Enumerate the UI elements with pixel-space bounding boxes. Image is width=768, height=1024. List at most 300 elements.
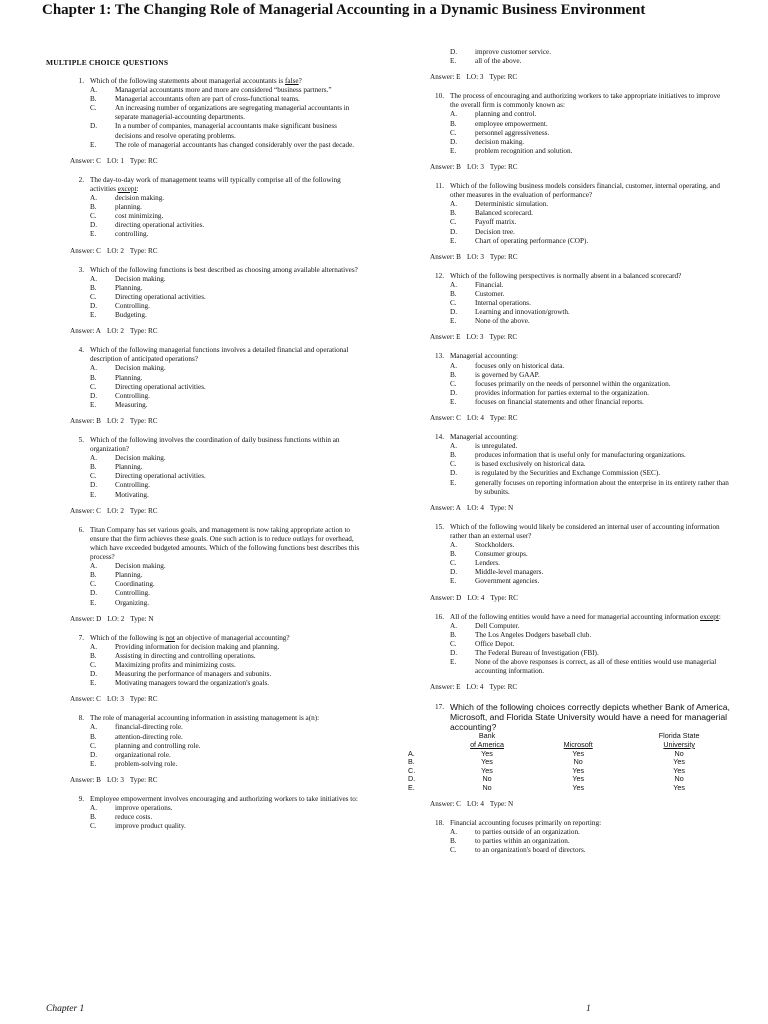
lo-label: LO: xyxy=(106,416,121,425)
option-list xyxy=(90,364,360,409)
option-item xyxy=(90,481,360,490)
option-item xyxy=(90,275,360,284)
option-letter: B. xyxy=(450,209,457,218)
option-item xyxy=(450,228,730,237)
option-list xyxy=(90,275,360,320)
answer-label: Answer: xyxy=(430,593,457,602)
option-letter: A. xyxy=(450,621,457,630)
option-letter: B. xyxy=(450,119,457,128)
answer-label: Answer: xyxy=(70,614,97,623)
question-number: 16. xyxy=(435,612,444,621)
type-label: Type: xyxy=(129,695,148,704)
type-value: RC xyxy=(147,506,158,515)
option-letter: B. xyxy=(90,373,97,382)
table-row xyxy=(408,750,738,759)
option-letter: A. xyxy=(90,804,97,813)
option-list xyxy=(90,723,360,768)
option-text: organizational role. xyxy=(115,750,171,759)
option-text: Measuring the performance of managers and subunits. xyxy=(115,670,272,679)
answer-label: Answer: xyxy=(70,775,97,784)
option-letter: A. xyxy=(90,86,97,95)
question-5 xyxy=(70,436,360,500)
answer-line xyxy=(430,800,730,809)
option-list xyxy=(450,281,730,326)
question-number: 18. xyxy=(435,818,444,827)
option-list xyxy=(450,622,730,677)
option-item xyxy=(90,95,360,104)
lo-value: 4 xyxy=(480,414,484,422)
question-number: 7. xyxy=(78,633,84,642)
option-list xyxy=(450,200,730,245)
option-text: planning. xyxy=(115,203,142,212)
answer-line xyxy=(430,73,730,82)
option-text: Maximizing profits and minimizing costs. xyxy=(115,660,236,669)
option-text: Motivating. xyxy=(115,490,149,499)
option-item xyxy=(450,380,730,389)
table-cell: No xyxy=(482,774,492,784)
option-item xyxy=(90,742,360,751)
option-text: Controlling. xyxy=(115,481,150,490)
answer-value: D xyxy=(456,593,462,602)
option-letter: E. xyxy=(90,490,97,499)
option-text: to parties within an organization. xyxy=(475,836,570,845)
option-item xyxy=(450,110,730,119)
option-letter: D. xyxy=(450,137,457,146)
question-1 xyxy=(70,77,360,150)
option-letter: A. xyxy=(450,280,457,289)
answer-label: Answer: xyxy=(70,327,96,336)
question-13 xyxy=(430,352,730,407)
question-7 xyxy=(70,634,360,689)
option-text: Providing information for decision making and planning. xyxy=(115,642,280,651)
option-text: is unregulated. xyxy=(475,442,518,451)
option-text: The Los Angeles Dodgers baseball club. xyxy=(475,630,592,639)
option-item xyxy=(90,122,360,140)
option-text: Directing operational activities. xyxy=(115,382,206,391)
option-item xyxy=(90,643,360,652)
option-letter: E. xyxy=(450,146,457,155)
option-letter: E. xyxy=(450,658,457,667)
question-number: 1. xyxy=(78,77,84,85)
table-cell: No xyxy=(674,748,684,758)
option-item xyxy=(90,392,360,401)
question-4 xyxy=(70,346,360,410)
type-value: RC xyxy=(147,775,158,784)
section-heading: MULTIPLE CHOICE QUESTIONS xyxy=(46,58,169,67)
lo-label: LO: xyxy=(106,246,121,255)
option-item xyxy=(90,723,360,732)
option-letter: B. xyxy=(90,463,97,472)
option-item xyxy=(90,813,360,822)
option-text: problem recognition and solution. xyxy=(475,146,573,155)
option-letter: C. xyxy=(450,639,457,648)
option-item xyxy=(450,828,730,837)
answer-label: Answer: xyxy=(430,333,457,342)
lo-value: 3 xyxy=(479,333,484,342)
question-3 xyxy=(70,266,360,321)
option-letter: D. xyxy=(450,48,457,56)
option-text: Consumer groups. xyxy=(475,550,528,559)
option-letter: B. xyxy=(450,630,457,639)
option-text: Planning. xyxy=(115,373,143,382)
option-item xyxy=(90,311,360,320)
option-letter: E. xyxy=(90,759,97,768)
option-letter: C. xyxy=(450,845,457,854)
question-text: Which of the following statements about managerial accountants is false? xyxy=(90,77,302,85)
option-letter: A. xyxy=(90,723,97,732)
option-item xyxy=(90,652,360,661)
table-row xyxy=(408,784,738,793)
option-text: provides information for parties external to the organization. xyxy=(475,388,649,397)
option-text: Balanced scorecard. xyxy=(475,209,533,218)
option-text: Office Depot. xyxy=(475,639,515,648)
option-text: Measuring. xyxy=(115,400,148,409)
option-text: Decision making. xyxy=(115,562,166,571)
table-header-underlined: Microsoft xyxy=(563,739,593,749)
question-text: The role of managerial accounting information in assisting management is a(n): xyxy=(90,714,320,723)
option-letter: D. xyxy=(90,301,97,310)
option-text: Planning. xyxy=(115,283,143,292)
table-cell: Yes xyxy=(572,774,585,784)
option-text: In a number of companies, managerial accountants make significant business decisions and resolve operating problems. xyxy=(115,122,337,140)
option-letter: C. xyxy=(450,218,457,227)
option-letter: A. xyxy=(450,200,457,209)
type-value: RC xyxy=(507,333,518,342)
option-letter: D. xyxy=(450,648,457,657)
option-letter: D. xyxy=(450,227,457,236)
option-item xyxy=(450,568,730,577)
option-item xyxy=(90,454,360,463)
option-letter: C. xyxy=(450,128,457,137)
option-item xyxy=(450,200,730,209)
option-item xyxy=(90,472,360,481)
option-item xyxy=(90,230,360,239)
option-item xyxy=(450,649,730,658)
answer-value: B xyxy=(456,162,461,171)
option-letter: B. xyxy=(450,289,457,298)
type-label: Type: xyxy=(130,614,149,623)
option-text: focuses on financial statements and other financial reports. xyxy=(475,397,644,406)
question-text: Employee empowerment involves encouraging and authorizing workers to take initiatives to: xyxy=(90,795,358,803)
lo-label: LO: xyxy=(107,614,121,623)
question-number: 9. xyxy=(78,795,84,803)
option-item xyxy=(450,138,730,147)
option-item xyxy=(450,281,730,290)
row-letter: A. xyxy=(408,748,415,758)
option-letter: D. xyxy=(90,391,97,400)
lo-value: 4 xyxy=(480,593,485,602)
question-text: All of the following entities would have a need for managerial accounting information except: xyxy=(450,612,721,621)
option-text: Lenders. xyxy=(475,559,500,568)
type-label: Type: xyxy=(489,683,508,692)
option-list xyxy=(450,48,730,66)
option-item xyxy=(90,670,360,679)
answer-line xyxy=(430,253,730,262)
option-text: cost minimizing. xyxy=(115,212,164,221)
option-letter: A. xyxy=(90,642,97,651)
option-letter: E. xyxy=(90,400,97,409)
option-item xyxy=(450,640,730,649)
option-letter: C. xyxy=(90,741,97,750)
option-letter: C. xyxy=(90,822,97,831)
answer-line xyxy=(70,247,360,256)
option-text: Financial. xyxy=(475,280,504,289)
option-letter: E. xyxy=(450,478,457,487)
answer-value: B xyxy=(96,416,101,425)
option-text: Dell Computer. xyxy=(475,621,520,630)
type-value: RC xyxy=(148,327,158,336)
option-item xyxy=(450,237,730,246)
answer-value: C xyxy=(96,246,101,255)
type-label: Type: xyxy=(489,252,508,261)
option-item xyxy=(90,661,360,670)
option-text: decision making. xyxy=(115,194,165,203)
option-text: Chart of operating performance (COP). xyxy=(475,236,589,245)
option-letter: E. xyxy=(450,317,457,326)
answer-label: Answer: xyxy=(70,246,97,255)
answer-value: C xyxy=(96,156,101,165)
lo-label: LO: xyxy=(466,414,481,422)
option-letter: B. xyxy=(450,550,457,559)
answer-label: Answer: xyxy=(70,416,97,425)
lo-label: LO: xyxy=(467,593,481,602)
question-text: Titan Company has set various goals, and management is now taking appropriate action to ensure that the firm achieves these goals. One such action is to reduce outlays for overhead, which have exceeded budgeted amounts. Which of the following functions best describes this process? xyxy=(90,525,360,562)
option-letter: C. xyxy=(90,472,97,481)
option-item xyxy=(450,469,730,478)
option-letter: D. xyxy=(90,481,97,490)
option-item xyxy=(450,57,730,66)
type-label: Type: xyxy=(129,775,148,784)
answer-label: Answer: xyxy=(430,503,456,512)
option-item xyxy=(90,562,360,571)
option-text: Budgeting. xyxy=(115,311,147,320)
question-9-continued xyxy=(430,48,730,66)
option-item xyxy=(450,389,730,398)
question-text: Which of the following would likely be considered an internal user of accounting information rather than an external user? xyxy=(450,522,720,540)
option-item xyxy=(90,760,360,769)
option-item xyxy=(90,104,360,122)
option-letter: E. xyxy=(450,577,457,586)
option-item xyxy=(450,299,730,308)
type-value: RC xyxy=(507,252,518,261)
option-letter: B. xyxy=(90,651,97,660)
question-18 xyxy=(430,819,730,855)
option-letter: B. xyxy=(90,203,97,212)
option-text: Assisting in directing and controlling operations. xyxy=(115,651,256,660)
emphasis-word: except xyxy=(700,612,719,621)
option-text: Controlling. xyxy=(115,391,150,400)
emphasis-word: except xyxy=(117,184,137,193)
type-value: N xyxy=(507,799,514,808)
option-text: Deterministic simulation. xyxy=(475,200,549,209)
lo-value: 3 xyxy=(120,695,124,704)
option-text: problem-solving role. xyxy=(115,759,178,768)
option-item xyxy=(90,733,360,742)
option-letter: B. xyxy=(90,732,97,741)
table-cell: Yes xyxy=(673,782,686,792)
option-item xyxy=(450,451,730,460)
option-list xyxy=(90,804,360,831)
answer-line xyxy=(70,615,360,624)
answer-line xyxy=(70,157,360,166)
type-value: RC xyxy=(147,416,158,425)
option-text: Controlling. xyxy=(115,301,150,310)
type-value: RC xyxy=(507,73,518,82)
option-text: Managerial accountants often are part of cross-functional teams. xyxy=(115,95,300,104)
option-item xyxy=(450,48,730,57)
type-label: Type: xyxy=(489,162,508,171)
question-8 xyxy=(70,714,360,769)
option-letter: E. xyxy=(90,311,97,320)
question-text: Managerial accounting: xyxy=(450,433,519,442)
type-label: Type: xyxy=(489,333,508,342)
option-text: Customer. xyxy=(475,289,505,298)
option-text: Controlling. xyxy=(115,589,150,598)
emphasis-word: false xyxy=(285,77,299,85)
option-letter: E. xyxy=(450,236,457,245)
answer-table xyxy=(408,732,738,792)
option-text: Learning and innovation/growth. xyxy=(475,308,570,317)
option-letter: C. xyxy=(450,299,457,308)
type-value: RC xyxy=(147,695,158,704)
option-letter: E. xyxy=(90,598,97,607)
option-text: decision making. xyxy=(475,137,525,146)
question-text: Which of the following choices correctly depicts whether Bank of America, Microsoft, and Florida State University would have a need for managerial accounting? xyxy=(450,702,730,733)
left-column xyxy=(70,77,360,831)
question-text: The process of encouraging and authorizing workers to take appropriate initiatives to improve the overall firm is commonly known as: xyxy=(450,92,721,110)
option-text: Motivating managers toward the organization's goals. xyxy=(115,679,270,688)
option-list xyxy=(90,86,360,150)
question-17 xyxy=(408,702,730,792)
option-list xyxy=(90,643,360,688)
type-label: Type: xyxy=(129,156,148,165)
answer-line xyxy=(430,594,730,603)
option-text: focuses primarily on the needs of personnel within the organization. xyxy=(475,379,671,388)
option-text: financial-directing role. xyxy=(115,723,183,732)
question-9 xyxy=(70,795,360,831)
option-item xyxy=(450,577,730,586)
type-label: Type: xyxy=(489,414,508,422)
question-text: Which of the following perspectives is normally absent in a balanced scorecard? xyxy=(450,271,682,280)
table-cell: No xyxy=(573,757,583,767)
option-item xyxy=(90,221,360,230)
option-letter: B. xyxy=(450,836,457,845)
option-text: Government agencies. xyxy=(475,577,540,586)
option-letter: A. xyxy=(450,361,457,370)
option-text: Decision tree. xyxy=(475,227,515,236)
option-item xyxy=(450,460,730,469)
type-label: Type: xyxy=(129,416,148,425)
option-letter: C. xyxy=(90,104,97,113)
question-text: Which of the following managerial functions involves a detailed financial and operational description of anticipated operations? xyxy=(90,346,349,364)
emphasis-word: not xyxy=(165,633,175,642)
table-cell: Yes xyxy=(673,765,686,775)
option-item xyxy=(450,317,730,326)
option-text: directing operational activities. xyxy=(115,221,205,230)
option-list xyxy=(450,110,730,155)
question-number: 10. xyxy=(435,92,444,101)
type-value: RC xyxy=(507,414,518,422)
lo-label: LO: xyxy=(466,333,480,342)
table-header xyxy=(536,732,620,749)
option-letter: C. xyxy=(90,212,97,221)
lo-label: LO: xyxy=(466,73,480,82)
option-item xyxy=(450,290,730,299)
answer-line xyxy=(70,695,360,704)
type-label: Type: xyxy=(129,506,148,515)
option-text: reduce costs. xyxy=(115,813,153,822)
lo-value: 4 xyxy=(479,683,484,692)
option-letter: D. xyxy=(90,750,97,759)
option-item xyxy=(90,580,360,589)
table-cell: Yes xyxy=(673,757,686,767)
question-number: 15. xyxy=(435,522,444,531)
option-item xyxy=(90,571,360,580)
table-cell: Yes xyxy=(572,765,585,775)
lo-label: LO: xyxy=(466,683,480,692)
option-item xyxy=(450,120,730,129)
option-item xyxy=(90,589,360,598)
option-letter: D. xyxy=(90,122,97,131)
option-text: is regulated by the Securities and Exchange Commission (SEC). xyxy=(475,469,661,478)
option-item xyxy=(90,679,360,688)
option-item xyxy=(450,559,730,568)
question-text: The day-to-day work of management teams will typically comprise all of the following activities except: xyxy=(90,175,341,193)
type-label: Type: xyxy=(489,503,508,512)
option-item xyxy=(450,362,730,371)
answer-line xyxy=(70,417,360,426)
option-letter: A. xyxy=(450,442,457,451)
option-letter: A. xyxy=(90,562,97,571)
option-text: Planning. xyxy=(115,463,143,472)
option-text: attention-directing role. xyxy=(115,732,183,741)
question-number: 2. xyxy=(78,175,84,184)
question-number: 6. xyxy=(78,525,84,534)
option-item xyxy=(450,398,730,407)
option-item xyxy=(90,374,360,383)
lo-value: 2 xyxy=(120,416,124,425)
option-letter: D. xyxy=(450,469,457,478)
option-text: is governed by GAAP. xyxy=(475,370,540,379)
table-header-underlined: University xyxy=(663,739,695,749)
table-cell: No xyxy=(482,782,492,792)
lo-label: LO: xyxy=(106,506,121,515)
answer-label: Answer: xyxy=(430,799,457,808)
option-letter: C. xyxy=(90,292,97,301)
answer-label: Answer: xyxy=(70,156,97,165)
option-text: planning and control. xyxy=(475,110,537,119)
option-item xyxy=(450,631,730,640)
type-value: N xyxy=(148,614,154,623)
answer-label: Answer: xyxy=(430,73,457,82)
option-text: Middle-level managers. xyxy=(475,568,544,577)
option-text: The Federal Bureau of Investigation (FBI). xyxy=(475,648,599,657)
right-column xyxy=(408,48,730,855)
option-text: Directing operational activities. xyxy=(115,292,206,301)
option-item xyxy=(90,284,360,293)
answer-value: B xyxy=(96,775,101,784)
answer-value: E xyxy=(456,333,461,342)
answer-value: A xyxy=(455,503,461,512)
option-item xyxy=(90,822,360,831)
table-corner xyxy=(408,732,438,749)
lo-value: 3 xyxy=(479,73,484,82)
lo-value: 2 xyxy=(120,327,124,336)
option-item xyxy=(450,147,730,156)
option-item xyxy=(90,401,360,410)
option-text: is based exclusively on historical data. xyxy=(475,460,586,469)
answer-label: Answer: xyxy=(70,695,97,704)
